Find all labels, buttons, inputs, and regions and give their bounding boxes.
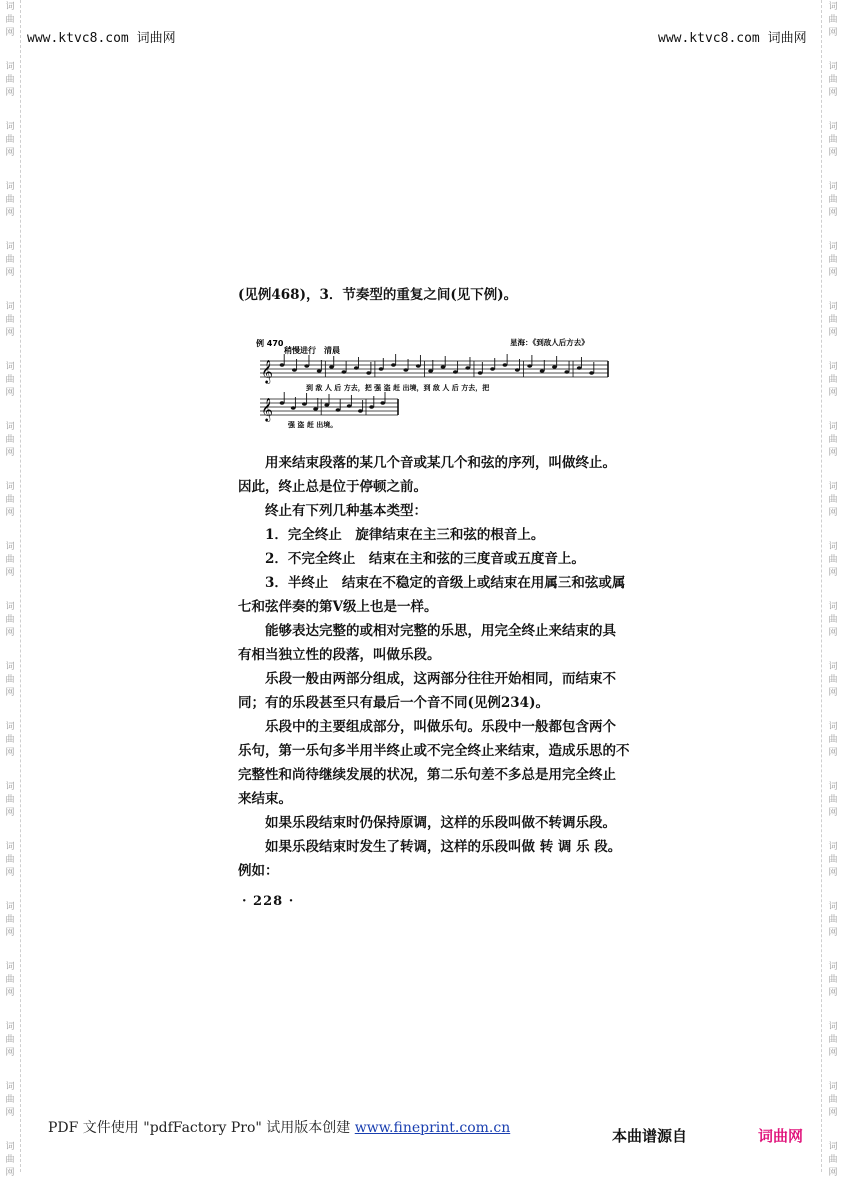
watermark-char: 词 [828,182,838,192]
watermark-char: 曲 [5,1155,15,1165]
watermark-char: 曲 [5,1035,15,1045]
watermark-char: 曲 [5,135,15,145]
watermark-char: 词 [828,482,838,492]
watermark-char: 网 [5,508,15,518]
note-head [317,369,322,373]
note-head [564,370,569,374]
note-head [465,366,470,370]
staff-line-1 [260,354,608,384]
watermark-char: 曲 [5,495,15,505]
watermark-char: 词 [5,302,15,312]
note-head [589,371,594,375]
page-number: · 228 · [242,894,295,909]
watermark-char: 曲 [5,615,15,625]
watermark-char: 词 [828,422,838,432]
note-head [358,409,363,413]
watermark-char: 网 [5,448,15,458]
note-head [291,406,296,410]
note-head [379,367,384,371]
watermark-char: 曲 [828,615,838,625]
watermark-char: 曲 [828,675,838,685]
watermark-char: 网 [5,268,15,278]
watermark-char: 曲 [828,975,838,985]
watermark-char: 词 [5,662,15,672]
watermark-char: 网 [828,568,838,578]
watermark-char: 网 [5,688,15,698]
header-site-left: www.ktvc8.com 词曲网 [27,31,176,46]
note-head [416,364,421,368]
watermark-char: 曲 [5,675,15,685]
watermark-char: 网 [5,1108,15,1118]
watermark-char: 词 [5,962,15,972]
watermark-char: 词 [828,662,838,672]
note-head [391,363,396,367]
paragraph-line: 如果乐段结束时发生了转调，这样的乐段叫做 转 调 乐 段。 [265,839,622,855]
paragraph-line: 例如： [238,863,279,879]
tempo-marking: 稍慢进行 清晨 [284,346,340,355]
site-logo: 词曲网 [758,1127,804,1145]
watermark-char: 曲 [5,75,15,85]
watermark-char: 词 [828,782,838,792]
paragraph-line: 乐段中的主要组成部分，叫做乐句。乐段中一般都包含两个 [265,719,616,735]
watermark-char: 词 [5,1022,15,1032]
watermark-char: 曲 [828,1035,838,1045]
example-label: 例 470 [256,339,284,348]
watermark-char: 网 [5,88,15,98]
header-site-right: www.ktvc8.com 词曲网 [658,31,807,46]
watermark-char: 曲 [828,135,838,145]
note-head [453,370,458,374]
watermark-char: 词 [828,62,838,72]
right-watermark-strip [821,0,844,1178]
watermark-char: 网 [828,148,838,158]
lyrics-line-1: 到 敌 人 后 方去，把 强 盗 赶 出境，到 敌 人 后 方去，把 [306,384,490,392]
watermark-char: 曲 [828,795,838,805]
left-watermark-strip [0,0,21,1178]
watermark-char: 网 [5,628,15,638]
note-head [478,371,483,375]
note-head [380,401,385,405]
watermark-char: 曲 [828,435,838,445]
paragraph-line: 3．半终止 结束在不稳定的音级上或结束在用属三和弦或属 [265,575,626,591]
note-head [428,369,433,373]
watermark-char: 网 [5,28,15,38]
treble-clef-icon: 𝄞 [261,359,273,383]
fineprint-link[interactable]: www.fineprint.com.cn [354,1120,511,1136]
watermark-char: 词 [5,362,15,372]
footer-prefix: PDF 文件使用 "pdfFactory Pro" 试用版本创建 [48,1120,355,1136]
note-head [336,408,341,412]
watermark-char: 网 [5,388,15,398]
watermark-char: 网 [5,1048,15,1058]
watermark-char: 网 [828,1168,838,1178]
watermark-char: 词 [5,1142,15,1152]
paragraph-line: 用来结束段落的某几个音或某几个和弦的序列，叫做终止。 [265,455,616,471]
watermark-char: 词 [828,2,838,12]
note-head [302,402,307,406]
note-head [354,366,359,370]
watermark-char: 词 [5,62,15,72]
watermark-char: 词 [828,722,838,732]
watermark-char: 词 [5,782,15,792]
note-head [342,370,347,374]
note-head [552,365,557,369]
watermark-char: 词 [5,722,15,732]
note-head [329,365,334,369]
watermark-char: 词 [828,362,838,372]
watermark-char: 曲 [828,15,838,25]
note-head [527,364,532,368]
watermark-char: 网 [5,568,15,578]
watermark-char: 曲 [828,195,838,205]
song-source: 星海：《到敌人后方去》 [510,338,589,347]
watermark-char: 网 [5,148,15,158]
watermark-char: 词 [5,122,15,132]
pdf-footer [48,1117,510,1137]
note-head [441,365,446,369]
watermark-char: 词 [828,1142,838,1152]
paragraph-line: 乐段一般由两部分组成，这两部分往往开始相同，而结束不 [265,671,616,687]
watermark-char: 曲 [828,1095,838,1105]
watermark-char: 词 [828,602,838,612]
paragraph-line: 因此，终止总是位于停顿之前。 [238,479,427,495]
watermark-char: 词 [5,242,15,252]
watermark-char: 曲 [5,15,15,25]
watermark-char: 曲 [5,255,15,265]
paragraph-line: 乐句，第一乐句多半用半终止或不完全终止来结束，造成乐思的不 [238,743,630,759]
watermark-char: 词 [5,842,15,852]
note-head [515,368,520,372]
body-text [238,451,638,883]
watermark-char: 曲 [828,1155,838,1165]
watermark-char: 词 [828,302,838,312]
paragraph-line: 同；有的乐段甚至只有最后一个音不同(见例234)。 [238,695,549,711]
watermark-char: 曲 [5,855,15,865]
note-head [503,363,508,367]
watermark-char: 词 [5,422,15,432]
watermark-char: 网 [828,988,838,998]
watermark-char: 词 [828,902,838,912]
watermark-char: 网 [5,1168,15,1178]
watermark-char: 网 [828,868,838,878]
note-head [304,364,309,368]
watermark-char: 词 [5,482,15,492]
paragraph-line: 七和弦伴奏的第Ⅴ级上也是一样。 [238,599,438,615]
watermark-char: 网 [828,808,838,818]
watermark-char: 曲 [5,795,15,805]
watermark-char: 曲 [5,975,15,985]
watermark-char: 词 [5,542,15,552]
source-label: 本曲谱源自 [612,1127,688,1145]
watermark-char: 词 [5,1082,15,1092]
watermark-char: 网 [828,328,838,338]
watermark-char: 网 [828,1048,838,1058]
watermark-char: 词 [828,962,838,972]
watermark-char: 曲 [828,855,838,865]
watermark-char: 网 [828,928,838,938]
note-head [490,367,495,371]
watermark-char: 曲 [828,735,838,745]
paragraph-line: 终止有下列几种基本类型： [265,503,427,519]
paragraph-line: 能够表达完整的或相对完整的乐思，用完全终止来结束的具 [265,623,616,639]
note-head [369,405,374,409]
watermark-char: 网 [828,748,838,758]
watermark-char: 网 [828,628,838,638]
staff-line-2 [260,392,398,422]
watermark-char: 曲 [5,375,15,385]
paragraph-line: 如果乐段结束时仍保持原调，这样的乐段叫做不转调乐段。 [265,815,616,831]
watermark-char: 曲 [5,555,15,565]
watermark-char: 曲 [828,555,838,565]
intro-line: (见例468)，3．节奏型的重复之间(见下例)。 [238,287,518,303]
watermark-char: 网 [828,88,838,98]
note-head [280,401,285,405]
watermark-char: 词 [828,122,838,132]
watermark-char: 曲 [828,495,838,505]
watermark-char: 曲 [5,195,15,205]
lyrics-line-2: 强 盗 赶 出境。 [288,421,338,429]
watermark-char: 词 [828,542,838,552]
watermark-char: 曲 [828,75,838,85]
watermark-char: 词 [5,2,15,12]
paragraph-line: 来结束。 [238,791,292,807]
watermark-char: 词 [5,182,15,192]
paragraph-line: 有相当独立性的段落，叫做乐段。 [238,647,441,663]
watermark-char: 词 [828,1082,838,1092]
watermark-char: 网 [828,268,838,278]
watermark-char: 网 [5,208,15,218]
note-head [292,368,297,372]
watermark-char: 词 [828,842,838,852]
watermark-char: 网 [5,988,15,998]
watermark-char: 曲 [828,375,838,385]
note-head [324,403,329,407]
watermark-char: 词 [5,902,15,912]
note-head [403,368,408,372]
watermark-char: 词 [5,602,15,612]
music-example-470 [254,337,616,433]
watermark-char: 曲 [5,435,15,445]
watermark-char: 网 [828,448,838,458]
paragraph-line: 2．不完全终止 结束在主和弦的三度音或五度音上。 [265,551,585,567]
paragraph-line: 1．完全终止 旋律结束在主三和弦的根音上。 [265,527,545,543]
watermark-char: 曲 [828,255,838,265]
watermark-char: 词 [828,1022,838,1032]
watermark-char: 网 [828,508,838,518]
watermark-char: 网 [828,28,838,38]
watermark-char: 网 [5,328,15,338]
watermark-char: 网 [5,868,15,878]
note-head [577,366,582,370]
watermark-char: 网 [5,928,15,938]
watermark-char: 网 [828,688,838,698]
note-head [366,371,371,375]
watermark-char: 曲 [5,1095,15,1105]
watermark-char: 网 [5,748,15,758]
watermark-char: 曲 [5,915,15,925]
treble-clef-icon: 𝄞 [261,397,273,421]
watermark-char: 词 [828,242,838,252]
watermark-char: 曲 [828,915,838,925]
watermark-char: 网 [5,808,15,818]
note-head [347,404,352,408]
note-head [313,407,318,411]
watermark-char: 网 [828,388,838,398]
watermark-char: 网 [828,1108,838,1118]
note-head [280,363,285,367]
paragraph-line: 完整性和尚待继续发展的状况，第二乐句差不多总是用完全终止 [238,767,616,783]
watermark-char: 曲 [828,315,838,325]
watermark-char: 曲 [5,315,15,325]
watermark-char: 曲 [5,735,15,745]
watermark-char: 网 [828,208,838,218]
note-head [540,369,545,373]
